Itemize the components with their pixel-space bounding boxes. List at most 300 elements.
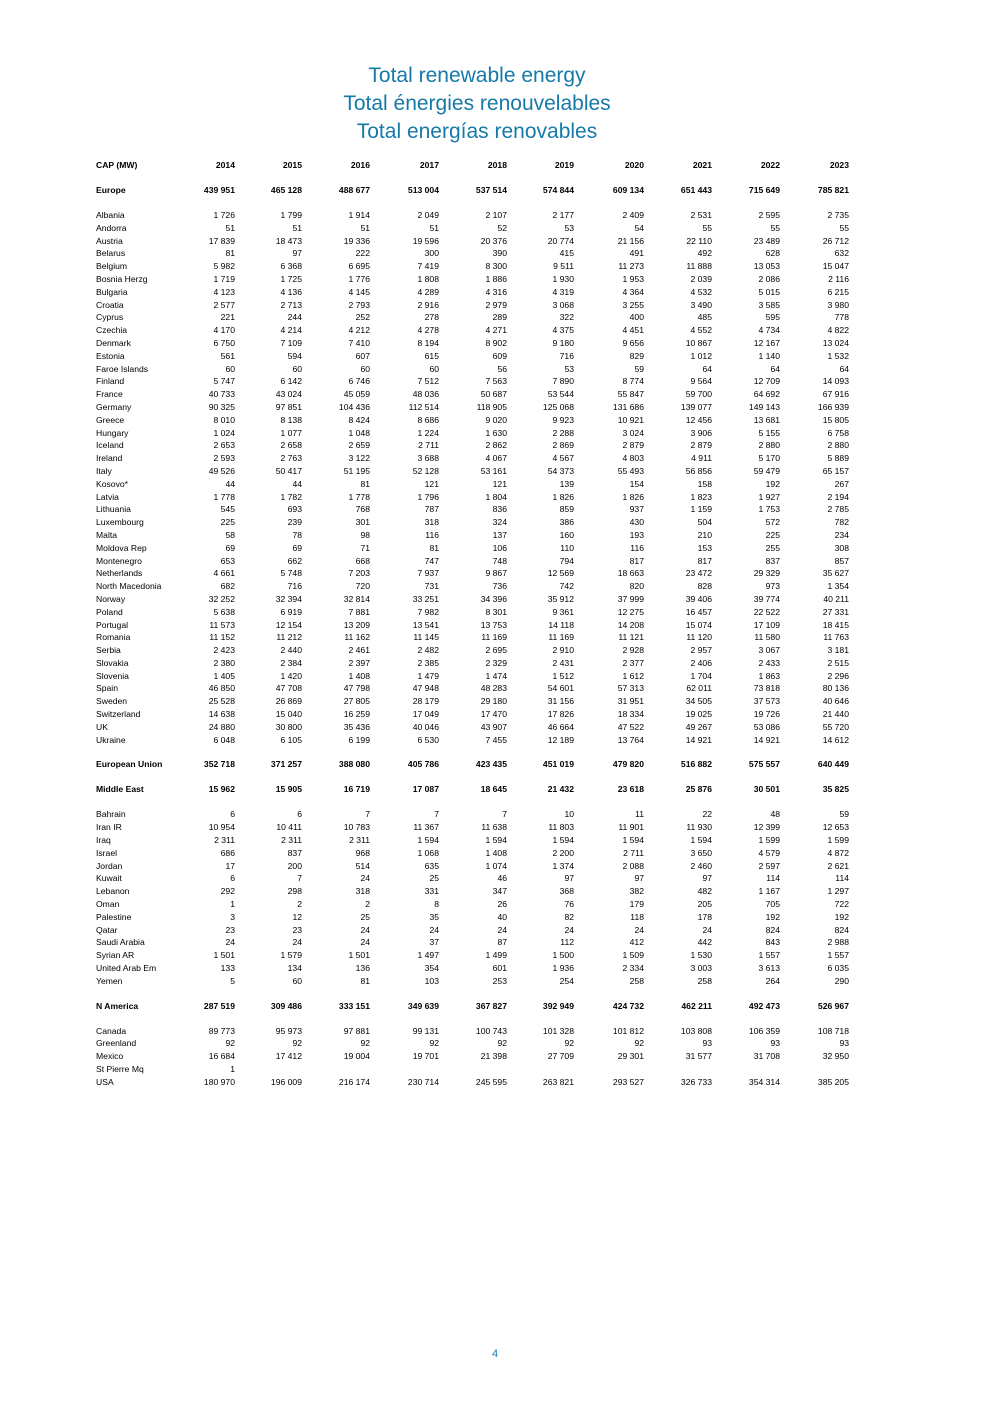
value-cell: 11 573 (209, 619, 235, 630)
value-cell: 2 515 (827, 657, 849, 668)
value-cell: 234 (834, 529, 849, 540)
value-cell: 1 501 (213, 950, 235, 961)
value-cell: 12 189 (547, 734, 574, 745)
value-cell: 166 939 (817, 401, 849, 412)
value-cell: 3 181 (827, 645, 849, 656)
table-row (96, 465, 849, 478)
value-cell: 526 967 (817, 1000, 849, 1011)
value-cell: 34 396 (480, 593, 507, 604)
value-cell: 3 980 (827, 299, 849, 310)
row-label: Kuwait (96, 873, 122, 884)
value-cell: 8 194 (417, 337, 439, 348)
row-label: St Pierre Mq (96, 1064, 144, 1075)
value-cell: 7 (434, 809, 439, 820)
value-cell: 4 316 (485, 286, 507, 297)
value-cell: 18 645 (480, 784, 507, 795)
value-cell: 15 962 (208, 784, 235, 795)
row-label: Slovenia (96, 670, 129, 681)
value-cell: 48 036 (412, 389, 439, 400)
value-cell: 6 695 (348, 261, 370, 272)
value-cell: 22 (702, 809, 712, 820)
value-cell: 92 (564, 1038, 574, 1049)
table-row (96, 644, 849, 657)
row-label: Switzerland (96, 709, 141, 720)
value-cell: 2 200 (552, 847, 574, 858)
value-cell (780, 1063, 849, 1076)
value-cell: 97 (564, 873, 574, 884)
value-cell: 2 384 (280, 657, 302, 668)
value-cell: 2 311 (349, 835, 370, 846)
value-cell: 19 701 (412, 1051, 439, 1062)
value-cell: 8 (434, 899, 439, 910)
value-cell: 254 (559, 975, 574, 986)
value-cell: 4 123 (213, 286, 235, 297)
table-row (96, 670, 849, 683)
value-cell: 34 505 (685, 696, 712, 707)
value-cell: 37 573 (753, 696, 780, 707)
value-cell: 53 (564, 363, 574, 374)
value-cell: 7 109 (280, 337, 302, 348)
value-cell: 55 (702, 222, 712, 233)
value-cell: 116 (425, 529, 439, 540)
value-cell: 31 156 (547, 696, 574, 707)
value-cell: 1 778 (213, 491, 235, 502)
value-cell: 82 (564, 911, 574, 922)
value-cell: 252 (355, 312, 370, 323)
value-cell: 1 354 (827, 581, 849, 592)
value-cell: 1 499 (485, 950, 507, 961)
value-cell: 8 300 (485, 261, 507, 272)
value-cell: 24 (564, 924, 574, 935)
value-cell: 14 612 (822, 734, 849, 745)
value-cell: 137 (492, 529, 507, 540)
value-cell: 2 440 (280, 645, 302, 656)
table-row (96, 388, 849, 401)
value-cell: 716 (559, 350, 574, 361)
value-cell: 292 (220, 886, 235, 897)
value-cell: 609 134 (612, 185, 644, 195)
value-cell: 60 (292, 363, 302, 374)
value-cell: 18 663 (617, 568, 644, 579)
value-cell: 12 154 (275, 619, 302, 630)
value-cell: 748 (492, 555, 507, 566)
value-cell: 2 311 (214, 835, 235, 846)
value-cell: 43 024 (275, 389, 302, 400)
value-cell: 239 (287, 517, 302, 528)
value-cell: 97 (702, 873, 712, 884)
value-cell: 1 726 (213, 210, 235, 220)
value-cell: 222 (355, 248, 370, 259)
table-row (96, 350, 849, 363)
value-cell: 937 (629, 504, 644, 515)
value-cell (235, 1063, 302, 1076)
value-cell: 1 930 (552, 273, 574, 284)
value-cell: 103 808 (680, 1025, 712, 1036)
row-label: N America (96, 1000, 139, 1011)
value-cell: 2 088 (622, 860, 644, 871)
value-cell: 11 901 (618, 822, 644, 833)
value-cell: 2 880 (827, 440, 849, 451)
value-cell: 820 (629, 581, 644, 592)
value-cell: 13 764 (617, 734, 644, 745)
value-cell: 545 (220, 504, 235, 515)
value-cell: 4 579 (758, 847, 780, 858)
header-year: 2014 (215, 160, 235, 170)
header-year: 2019 (554, 160, 574, 170)
value-cell: 318 (355, 886, 370, 897)
value-cell: 26 712 (822, 235, 849, 246)
value-cell: 92 (360, 1038, 370, 1049)
spacer-row (96, 771, 849, 783)
value-cell: 37 (429, 937, 439, 948)
value-cell: 21 432 (547, 784, 574, 795)
value-cell: 439 951 (203, 185, 235, 195)
value-cell: 17 470 (480, 709, 507, 720)
value-cell: 21 440 (822, 709, 849, 720)
table-row (96, 860, 849, 873)
value-cell: 52 (497, 222, 507, 233)
value-cell: 24 (225, 937, 235, 948)
value-cell: 125 068 (542, 401, 574, 412)
value-cell: 8 902 (485, 337, 507, 348)
value-cell: 25 528 (208, 696, 235, 707)
value-cell: 64 (839, 363, 849, 374)
value-cell: 415 (559, 248, 574, 259)
value-cell: 2 577 (213, 299, 235, 310)
value-cell: 1 778 (348, 491, 370, 502)
value-cell: 92 (497, 1038, 507, 1049)
value-cell: 1 863 (758, 670, 780, 681)
value-cell: 230 714 (407, 1076, 439, 1087)
table-row (96, 273, 849, 286)
value-cell: 386 (559, 517, 574, 528)
value-cell: 6 215 (827, 286, 849, 297)
value-cell: 1 512 (552, 670, 574, 681)
value-cell: 6 758 (827, 427, 849, 438)
value-cell: 6 746 (348, 376, 370, 387)
value-cell: 2 288 (552, 427, 574, 438)
value-cell: 7 (502, 809, 507, 820)
value-cell: 7 982 (417, 606, 439, 617)
row-label: Bahrain (96, 809, 126, 820)
value-cell: 56 (497, 363, 507, 374)
value-cell: 15 905 (275, 784, 302, 795)
value-cell: 221 (220, 312, 235, 323)
value-cell: 11 169 (548, 632, 574, 643)
value-cell: 5 747 (213, 376, 235, 387)
value-cell: 64 (770, 363, 780, 374)
value-cell: 1 599 (827, 835, 849, 846)
value-cell: 179 (629, 899, 644, 910)
value-cell: 668 (355, 555, 370, 566)
value-cell: 5 748 (280, 568, 302, 579)
value-cell: 516 882 (680, 759, 712, 770)
table-row (96, 708, 849, 721)
value-cell: 1 914 (348, 210, 370, 220)
value-cell: 4 271 (485, 325, 507, 336)
value-cell: 720 (355, 581, 370, 592)
value-cell: 778 (834, 312, 849, 323)
value-cell: 392 949 (542, 1000, 574, 1011)
value-cell: 1 579 (280, 950, 302, 961)
value-cell: 2 (297, 899, 302, 910)
value-cell: 2 595 (758, 210, 780, 220)
value-cell: 6 142 (280, 376, 302, 387)
header-year: 2021 (692, 160, 712, 170)
value-cell: 35 436 (343, 721, 370, 732)
table-row (96, 375, 849, 388)
value-cell: 2 653 (213, 440, 235, 451)
value-cell: 31 708 (753, 1051, 780, 1062)
value-cell: 2 107 (485, 210, 507, 220)
value-cell: 19 025 (685, 709, 712, 720)
row-label: Canada (96, 1025, 127, 1036)
row-label: Bosnia Herzg (96, 273, 148, 284)
value-cell: 4 145 (348, 286, 370, 297)
spacer-row (96, 197, 849, 209)
value-cell: 3 068 (552, 299, 574, 310)
value-cell: 7 419 (417, 261, 439, 272)
table-row (96, 247, 849, 260)
table-row (96, 299, 849, 312)
value-cell: 2 377 (622, 657, 644, 668)
value-cell: 11 169 (481, 632, 507, 643)
table-row (96, 222, 849, 235)
value-cell: 2 460 (690, 860, 712, 871)
value-cell: 4 067 (485, 453, 507, 464)
value-cell: 24 (702, 924, 712, 935)
row-label: Austria (96, 235, 123, 246)
table-row (96, 949, 849, 962)
value-cell: 1 599 (758, 835, 780, 846)
value-cell: 2 793 (348, 299, 370, 310)
value-cell: 108 718 (817, 1025, 849, 1036)
value-cell: 52 128 (412, 465, 439, 476)
value-cell: 3 (230, 911, 235, 922)
value-cell: 1 140 (758, 350, 780, 361)
value-cell: 60 (225, 363, 235, 374)
value-cell: 50 687 (480, 389, 507, 400)
value-cell: 20 376 (480, 235, 507, 246)
value-cell: 139 (559, 478, 574, 489)
value-cell: 1 024 (213, 427, 235, 438)
value-cell: 287 519 (203, 1000, 235, 1011)
row-label: Qatar (96, 924, 118, 935)
value-cell: 55 720 (822, 721, 849, 732)
value-cell: 7 (365, 809, 370, 820)
value-cell: 6 530 (417, 734, 439, 745)
value-cell: 5 982 (213, 261, 235, 272)
value-cell: 49 526 (208, 465, 235, 476)
value-cell: 267 (834, 478, 849, 489)
value-cell: 9 361 (552, 606, 574, 617)
value-cell: 4 661 (213, 568, 235, 579)
table-row (96, 721, 849, 734)
value-cell: 101 328 (542, 1025, 574, 1036)
value-cell: 318 (424, 517, 439, 528)
value-cell: 255 (765, 542, 780, 553)
value-cell: 768 (355, 504, 370, 515)
row-label: Belarus (96, 248, 126, 259)
value-cell: 442 (697, 937, 712, 948)
header-year: 2022 (760, 160, 780, 170)
value-cell: 24 (497, 924, 507, 935)
value-cell: 26 869 (275, 696, 302, 707)
value-cell: 640 449 (817, 759, 849, 770)
value-cell: 2 329 (485, 657, 507, 668)
value-cell: 4 872 (827, 847, 849, 858)
value-cell: 258 (697, 975, 712, 986)
value-cell: 54 601 (547, 683, 574, 694)
value-cell: 11 638 (481, 822, 507, 833)
row-label: Saudi Arabia (96, 937, 145, 948)
value-cell: 11 367 (413, 822, 439, 833)
value-cell: 39 774 (753, 593, 780, 604)
value-cell: 736 (492, 581, 507, 592)
value-cell: 258 (629, 975, 644, 986)
value-cell: 828 (697, 581, 712, 592)
value-cell: 1 530 (690, 950, 712, 961)
value-cell: 2 039 (690, 273, 712, 284)
row-label: Norway (96, 593, 126, 604)
value-cell: 705 (765, 899, 780, 910)
value-cell: 423 435 (475, 759, 507, 770)
value-cell: 4 364 (622, 286, 644, 297)
table-row (96, 337, 849, 350)
row-label: Montenegro (96, 555, 142, 566)
value-cell: 14 208 (617, 619, 644, 630)
value-cell: 3 688 (417, 453, 439, 464)
value-cell: 837 (287, 847, 302, 858)
value-cell: 9 511 (553, 261, 574, 272)
value-cell: 595 (765, 312, 780, 323)
value-cell: 2 311 (281, 835, 302, 846)
value-cell: 817 (629, 555, 644, 566)
value-cell: 192 (765, 478, 780, 489)
spacer-row (96, 988, 849, 1000)
row-label: France (96, 389, 123, 400)
value-cell: 3 024 (622, 427, 644, 438)
table-row (96, 631, 849, 644)
table-row (96, 1076, 849, 1089)
value-cell: 651 443 (680, 185, 712, 195)
value-cell: 1 557 (758, 950, 780, 961)
value-cell: 2 380 (213, 657, 235, 668)
value-cell: 354 314 (748, 1076, 780, 1087)
value-cell: 857 (834, 555, 849, 566)
value-cell: 4 278 (417, 325, 439, 336)
value-cell: 715 649 (748, 185, 780, 195)
value-cell: 10 867 (685, 337, 712, 348)
value-cell: 7 937 (417, 568, 439, 579)
value-cell: 479 820 (612, 759, 644, 770)
value-cell: 59 (634, 363, 644, 374)
value-cell: 225 (220, 517, 235, 528)
value-cell: 92 (429, 1038, 439, 1049)
value-cell: 58 (225, 529, 235, 540)
value-cell: 33 251 (412, 593, 439, 604)
value-cell: 3 255 (622, 299, 644, 310)
row-label: Croatia (96, 299, 124, 310)
value-cell: 6 (230, 809, 235, 820)
value-cell: 333 151 (338, 1000, 370, 1011)
row-label: Cyprus (96, 312, 124, 323)
value-cell: 17 839 (208, 235, 235, 246)
value-cell: 18 334 (617, 709, 644, 720)
page-titles (0, 62, 954, 146)
value-cell: 2 431 (552, 657, 574, 668)
value-cell: 682 (220, 581, 235, 592)
value-cell: 2 785 (827, 504, 849, 515)
value-cell: 134 (287, 963, 302, 974)
value-cell: 46 664 (547, 721, 574, 732)
value-cell: 29 301 (617, 1051, 644, 1062)
header-year: 2015 (282, 160, 302, 170)
value-cell: 2 658 (280, 440, 302, 451)
spacer-cell (96, 746, 849, 758)
table-body (96, 172, 849, 1089)
value-cell: 731 (424, 581, 439, 592)
value-cell: 632 (834, 248, 849, 259)
value-cell: 40 646 (822, 696, 849, 707)
value-cell: 309 486 (270, 1000, 302, 1011)
value-cell: 572 (765, 517, 780, 528)
spacer-row (96, 1013, 849, 1025)
value-cell: 16 684 (208, 1051, 235, 1062)
value-cell (439, 1063, 507, 1076)
row-label: United Arab Em (96, 963, 157, 974)
row-label: Israel (96, 847, 118, 858)
value-cell: 347 (492, 886, 507, 897)
value-cell: 29 180 (480, 696, 507, 707)
value-cell: 35 825 (822, 784, 849, 795)
row-label: Andorra (96, 222, 127, 233)
value-cell: 2 482 (417, 645, 439, 656)
value-cell: 4 734 (758, 325, 780, 336)
value-cell: 22 110 (686, 235, 712, 246)
value-cell: 59 (839, 809, 849, 820)
value-cell: 4 911 (691, 453, 712, 464)
row-label: Slovakia (96, 657, 129, 668)
page-number: 4 (491, 1348, 499, 1360)
value-cell: 635 (424, 860, 439, 871)
value-cell: 1 420 (280, 670, 302, 681)
value-cell: 59 479 (753, 465, 780, 476)
value-cell: 44 (225, 478, 235, 489)
value-cell: 8 138 (280, 414, 302, 425)
value-cell: 1 826 (552, 491, 574, 502)
value-cell: 112 (560, 937, 574, 948)
value-cell: 2 116 (828, 273, 849, 284)
value-cell: 782 (834, 517, 849, 528)
row-label: Moldova Rep (96, 542, 147, 553)
value-cell: 18 473 (275, 235, 302, 246)
value-cell (712, 1063, 780, 1076)
value-cell: 263 821 (542, 1076, 574, 1087)
value-cell: 78 (292, 529, 302, 540)
row-label: Denmark (96, 337, 131, 348)
value-cell: 121 (492, 478, 507, 489)
value-cell: 29 329 (753, 568, 780, 579)
value-cell: 5 (230, 975, 235, 986)
spacer-row (96, 172, 849, 184)
value-cell: 112 514 (408, 401, 439, 412)
value-cell: 43 907 (480, 721, 507, 732)
value-cell: 114 (835, 873, 849, 884)
value-cell: 354 (424, 963, 439, 974)
value-cell: 1 704 (690, 670, 712, 681)
value-cell: 24 (360, 937, 370, 948)
